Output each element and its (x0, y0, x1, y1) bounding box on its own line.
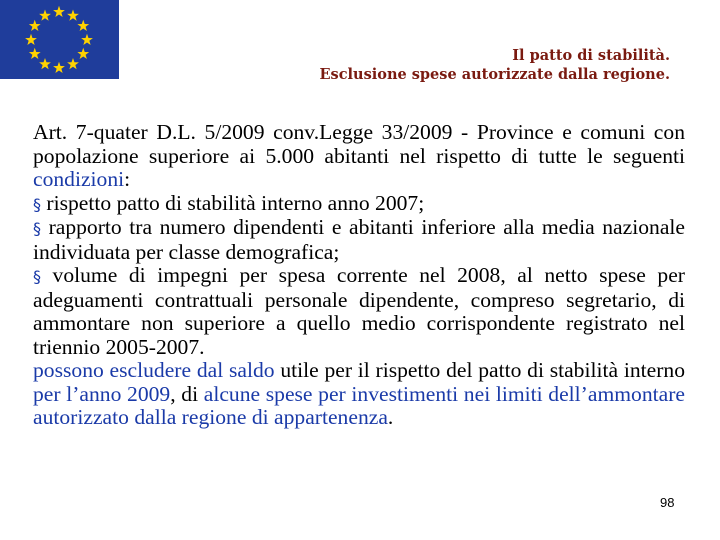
star-icon (29, 48, 41, 59)
closing-part-4: , di (170, 381, 204, 406)
page-number: 98 (660, 495, 675, 510)
bullet-icon: § (33, 194, 41, 214)
slide-body (33, 121, 685, 430)
closing-part-2: utile per il rispetto del patto di stabilità interno (274, 358, 685, 382)
bullet-text: rispetto patto di stabilità interno anno 2007; (46, 190, 425, 215)
bullet-text: rapporto tra numero dipendenti e abitanti inferiore alla media nazionale individuata per classe demografica; (33, 215, 685, 264)
intro-paragraph (33, 121, 685, 192)
star-icon (77, 20, 89, 31)
bullet-item-1 (33, 192, 685, 217)
star-icon (29, 20, 41, 31)
closing-paragraph (33, 359, 685, 430)
star-icon (67, 58, 79, 69)
bullet-item-3 (33, 264, 685, 359)
closing-part-5: alcune spese per investimenti nei limiti dell’ammontare autorizzato dalla regione di appartenenza (33, 381, 685, 429)
star-icon (53, 6, 65, 17)
closing-part-1: possono escludere dal saldo (33, 358, 275, 382)
slide-title (320, 46, 671, 84)
star-icon (81, 34, 93, 45)
bullet-icon: § (33, 267, 41, 286)
condizioni-text: condizioni (33, 167, 125, 191)
star-icon (77, 48, 89, 59)
star-icon (39, 58, 51, 69)
eu-flag-icon (0, 0, 119, 79)
eu-flag-stars (0, 0, 119, 79)
closing-part-3: per l’anno 2009 (33, 381, 171, 406)
star-icon (67, 10, 79, 21)
star-icon (53, 62, 65, 73)
bullet-text: volume di impegni per spesa corrente nel 2008, al netto spese per adeguamenti contrattuali personale dipendente, compreso segretario, di ammontare non superiore a quello medio corrispondente registrato nel triennio 2005-2007. (33, 263, 685, 359)
intro-text: Art. 7-quater D.L. 5/2009 conv.Legge 33/2009 - Province e comuni con popolazione superiore ai 5.000 abitanti nel rispetto di tutte le seguenti (33, 120, 685, 168)
title-line-2: Esclusione spese autorizzate dalla regione. (319, 66, 670, 83)
intro-colon: : (124, 167, 131, 191)
title-line-1: Il patto di stabilità. (512, 47, 670, 64)
star-icon (39, 10, 51, 21)
closing-part-6: . (387, 405, 394, 429)
bullet-item-2 (33, 216, 685, 264)
bullet-icon: § (33, 219, 41, 238)
star-icon (25, 34, 37, 45)
